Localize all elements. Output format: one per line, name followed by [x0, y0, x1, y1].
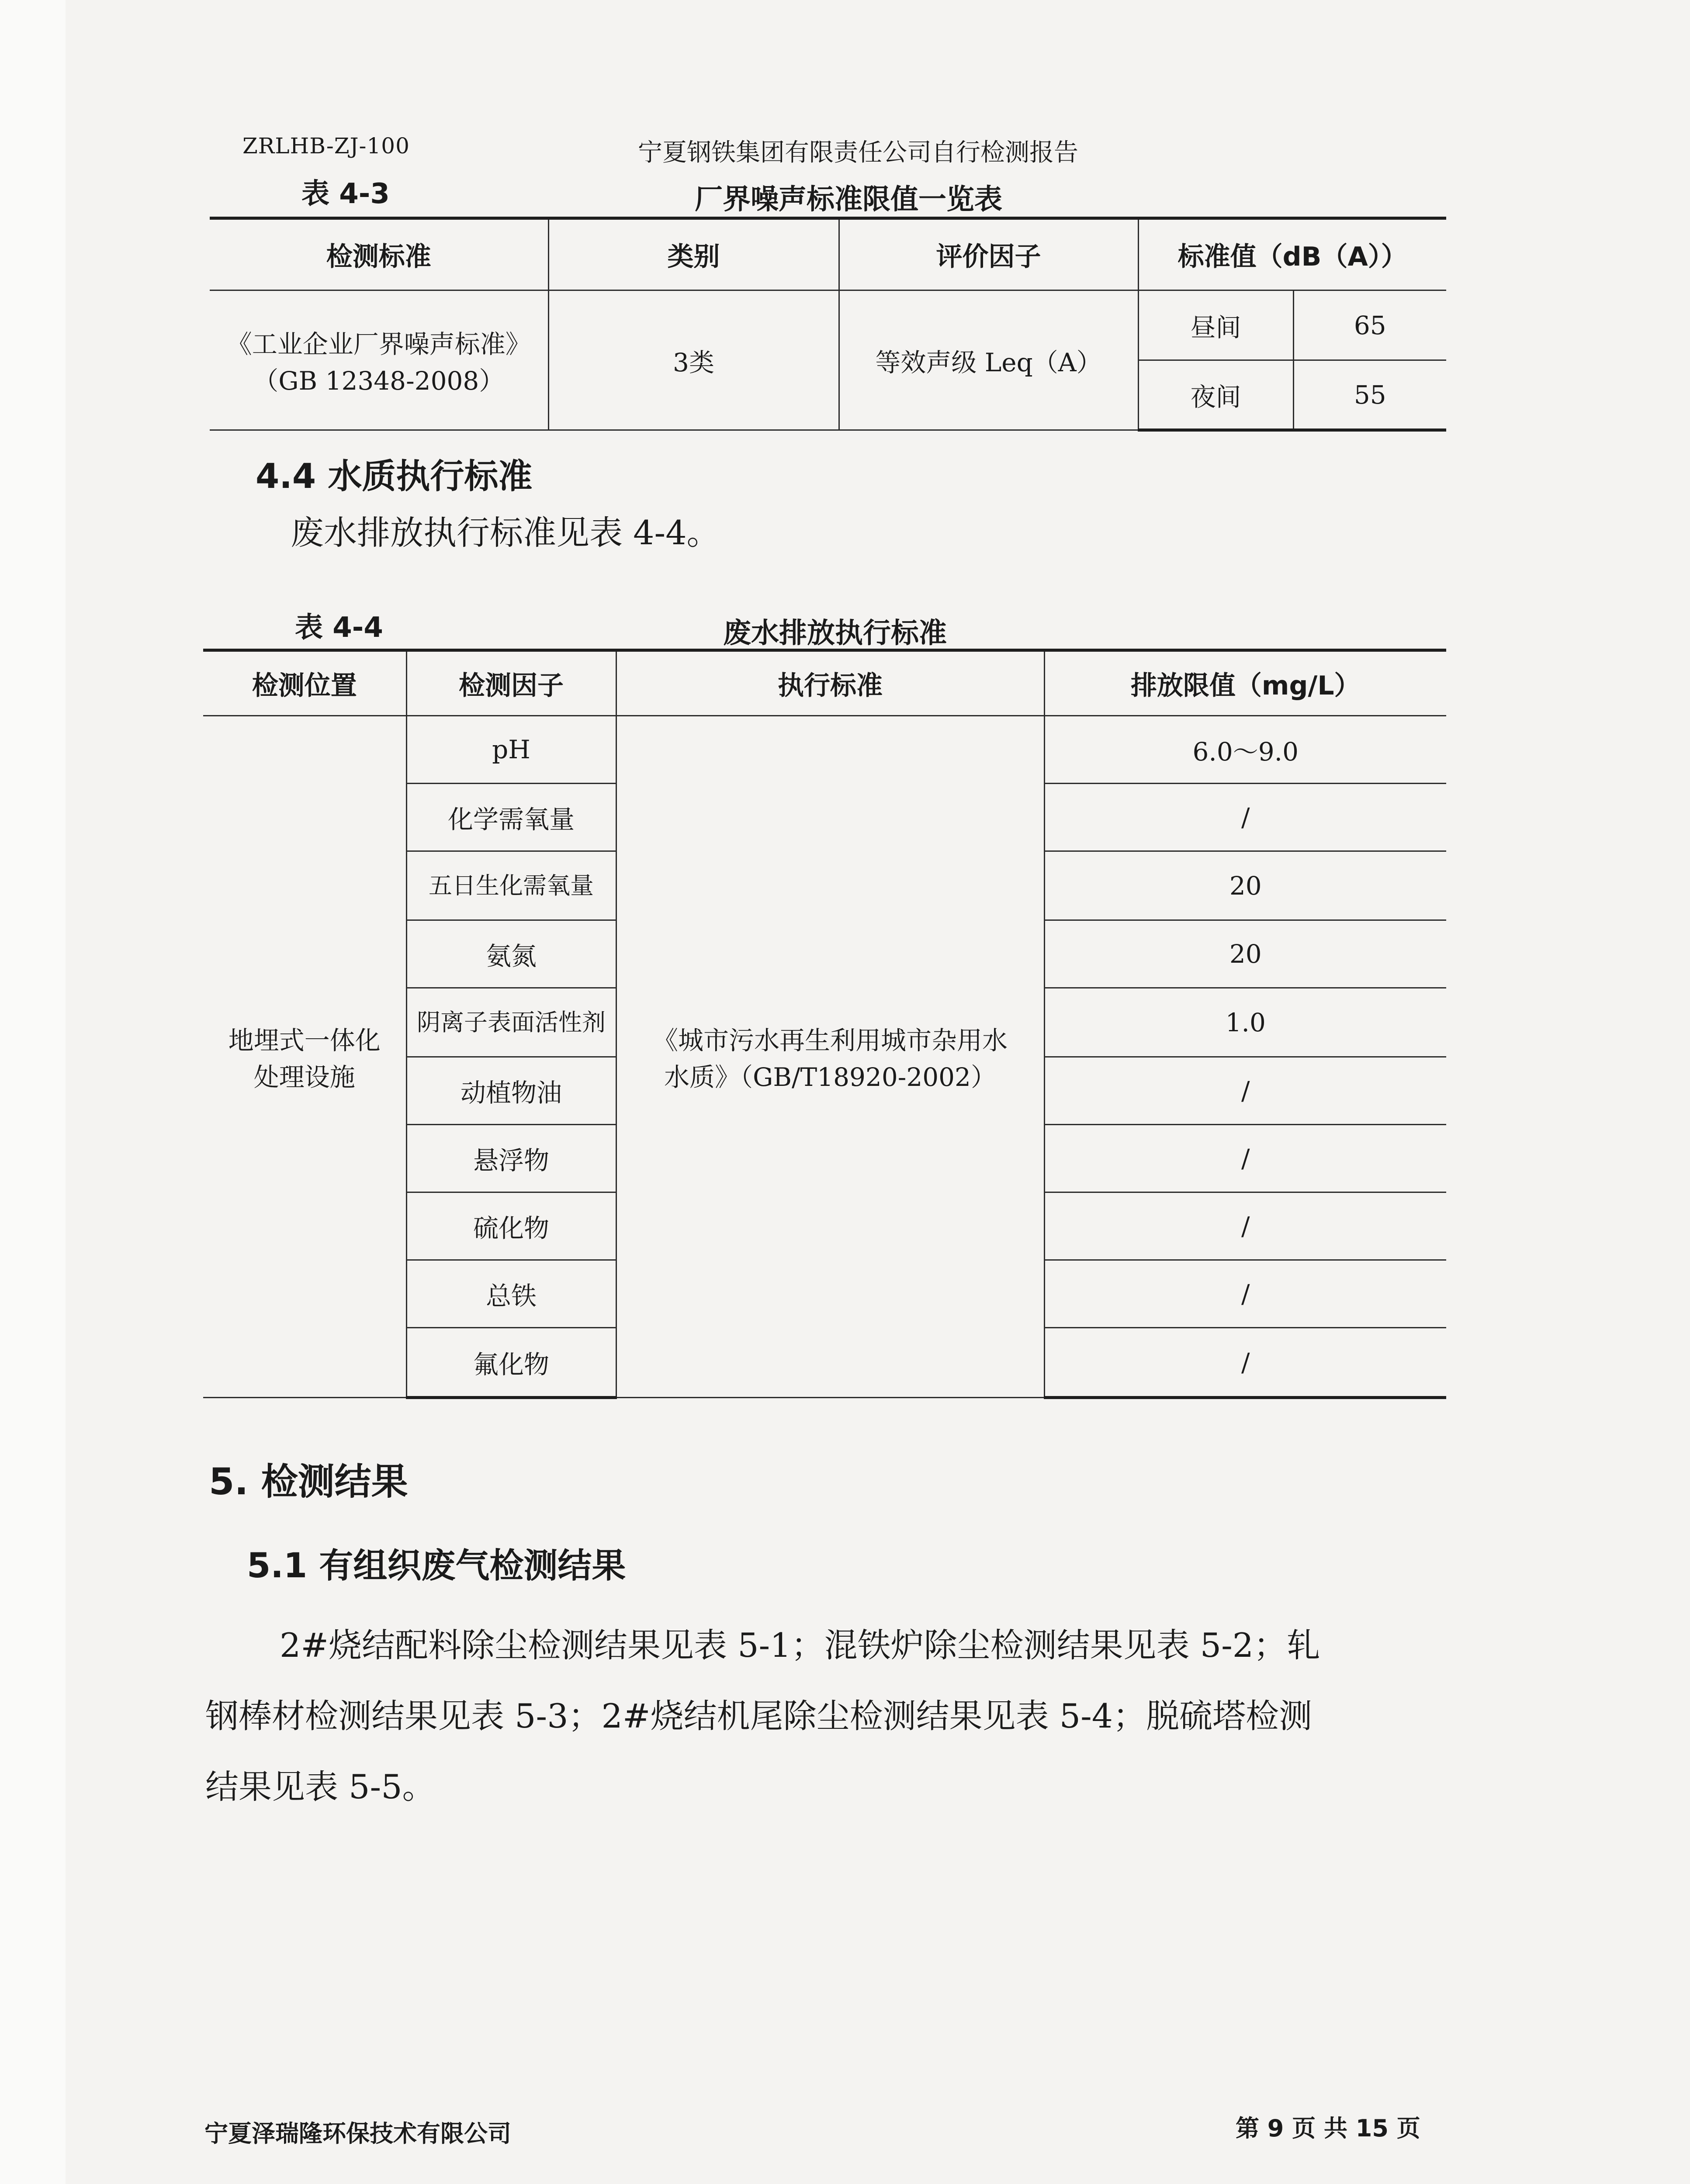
header-standard: 执行标准 [616, 650, 1044, 716]
table-4-4-label: 表 4-4 [295, 612, 383, 644]
factor-cell: 硫化物 [406, 1192, 616, 1260]
day-label: 昼间 [1138, 290, 1293, 360]
noise-standard-code: （GB 12348-2008） [253, 366, 505, 396]
factor-cell: 阴离子表面活性剂 [406, 988, 616, 1057]
scan-margin [0, 0, 66, 2184]
paragraph-line-3: 结果见表 5-5。 [205, 1767, 436, 1806]
document-code: ZRLHB-ZJ-100 [242, 133, 410, 159]
factor-cell: pH [406, 716, 616, 784]
paragraph-line-2: 钢棒材检测结果见表 5-3；2#烧结机尾除尘检测结果见表 5-4；脱硫塔检测 [205, 1697, 1313, 1735]
footer-page-info: 第 9 页 共 15 页 [1236, 2115, 1420, 2142]
factor-cell: 五日生化需氧量 [406, 851, 616, 920]
limit-cell: / [1044, 1125, 1446, 1192]
section-4-4-intro: 废水排放执行标准见表 4-4。 [291, 513, 720, 552]
location-line-2: 处理设施 [253, 1062, 355, 1092]
table-4-4-caption: 废水排放执行标准 [723, 617, 947, 650]
header-location: 检测位置 [203, 650, 406, 716]
table-4-3-caption: 厂界噪声标准限值一览表 [695, 183, 1002, 216]
header-standard: 检测标准 [210, 218, 548, 290]
factor-cell: 总铁 [406, 1260, 616, 1328]
header-factor: 检测因子 [406, 650, 616, 716]
limit-cell: / [1044, 1260, 1446, 1328]
location-cell [203, 716, 406, 1398]
factor-cell: 氨氮 [406, 920, 616, 988]
standard-line-1: 《城市污水再生利用城市杂用水 [652, 1026, 1008, 1055]
factor-cell: 悬浮物 [406, 1125, 616, 1192]
section-5-heading: 5. 检测结果 [209, 1460, 408, 1503]
factor-cell: 动植物油 [406, 1057, 616, 1125]
night-label: 夜间 [1138, 360, 1293, 430]
header-limit: 排放限值（mg/L） [1044, 650, 1446, 716]
limit-cell: / [1044, 784, 1446, 851]
limit-cell: / [1044, 1192, 1446, 1260]
standard-cell [616, 716, 1044, 1398]
table-4-3-label: 表 4-3 [301, 178, 390, 210]
limit-cell: 1.0 [1044, 988, 1446, 1057]
limit-cell: 20 [1044, 920, 1446, 988]
day-value: 65 [1293, 290, 1446, 360]
footer-company: 宁夏泽瑞隆环保技术有限公司 [204, 2120, 511, 2147]
wastewater-standard-table [203, 649, 1446, 1399]
limit-cell: 6.0～9.0 [1044, 716, 1446, 784]
section-4-4-heading: 4.4 水质执行标准 [256, 457, 533, 496]
header-limit: 标准值（dB（A）） [1138, 218, 1446, 290]
noise-standard-table [210, 217, 1446, 432]
limit-cell: 20 [1044, 851, 1446, 920]
paragraph-line-1: 2#烧结配料除尘检测结果见表 5-1；混铁炉除尘检测结果见表 5-2；轧 [280, 1626, 1320, 1665]
header-category: 类别 [548, 218, 839, 290]
report-title: 宁夏钢铁集团有限责任公司自行检测报告 [638, 138, 1078, 167]
limit-cell: / [1044, 1057, 1446, 1125]
night-value: 55 [1293, 360, 1446, 430]
factor-cell: 氟化物 [406, 1328, 616, 1398]
limit-cell: / [1044, 1328, 1446, 1398]
section-5-1-paragraph [205, 1610, 1472, 1822]
factor-cell: 化学需氧量 [406, 784, 616, 851]
section-5-1-heading: 5.1 有组织废气检测结果 [247, 1546, 626, 1586]
header-factor: 评价因子 [839, 218, 1138, 290]
noise-standard-name: 《工业企业厂界噪声标准》 [226, 329, 531, 359]
location-line-1: 地埋式一体化 [228, 1026, 381, 1055]
noise-standard-cell [210, 290, 548, 430]
standard-line-2: 水质》（GB/T18920-2002） [664, 1062, 996, 1092]
noise-factor: 等效声级 Leq（A） [839, 290, 1138, 430]
noise-category: 3类 [548, 290, 839, 430]
